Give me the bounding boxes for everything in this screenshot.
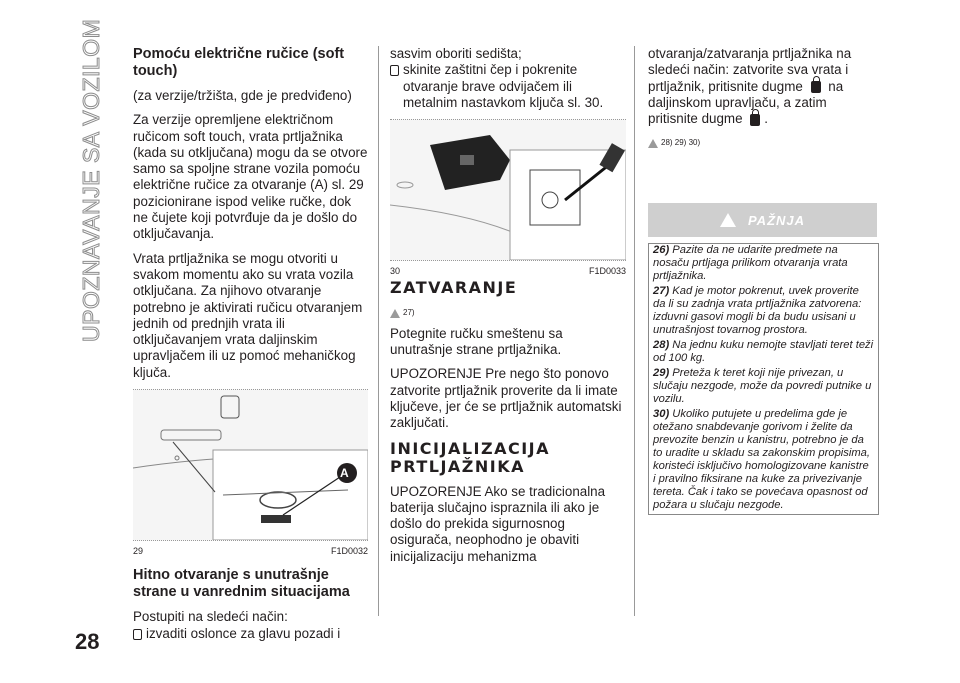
warning-ref-text: 28) 29) 30) (661, 138, 701, 148)
page-number: 28 (75, 629, 100, 654)
section-heading: Pomoću električne ručice (soft touch) (133, 46, 345, 79)
paragraph: UPOZORENJE Ako se tradicionalna baterija slučajno ispraznila ili ako je došlo do prekida sigurnosnog osigurača, neophodno je obaviti inicijalizaciju mehanizma (390, 483, 606, 564)
unlock-button-icon (750, 114, 760, 126)
section-subheading: (za verzije/tržišta, gde je predviđeno) (133, 88, 352, 103)
list-item-text: izvaditi oslonce za glavu pozadi i (146, 625, 341, 641)
warning-reference (390, 305, 626, 321)
lock-button-icon (811, 81, 821, 93)
section-heading: Hitno otvaranje s unutrašnje strane u vanrednim situacijama (133, 567, 350, 601)
figure-number: 29 (133, 546, 144, 557)
warning-number: 26) (653, 244, 673, 256)
warning-title: PAŽNJA (747, 212, 806, 228)
warning-icon (720, 213, 736, 227)
warning-item (649, 244, 878, 283)
figure-caption (133, 543, 368, 559)
warning-number: 29) (653, 367, 673, 379)
column-divider (378, 46, 379, 616)
warning-box (648, 243, 879, 515)
paragraph: otvaranja/zatvaranja prtljažnika na sledeći način: zatvorite sva vrata i prtljažnik, pritisnite dugme na daljinskom upravljaču, a zatim pritisnite dugme . (648, 46, 852, 127)
list-item (390, 62, 626, 111)
figure-29 (133, 389, 368, 541)
warning-text: Kad je motor pokrenut, uvek proverite da li su zadnja vrata prtljažnika zatvorena: izduvni gasovi mogli bi da budu usisani u unutrašnjost tovarnog prostora. (653, 285, 862, 336)
figure-code: F1D0032 (330, 546, 368, 557)
paragraph: sasvim oboriti sedišta; (390, 46, 522, 61)
column-divider (634, 46, 635, 616)
warning-item (649, 285, 878, 337)
warning-header (648, 203, 877, 237)
paragraph: UPOZORENJE Pre nego što ponovo zatvorite prtljažnik proverite da li imate ključeve, jer će se prtljažnik automatski zaključati. (390, 366, 622, 431)
warning-item (649, 339, 878, 365)
warning-number: 28) (653, 339, 673, 351)
list-item (133, 626, 368, 642)
paragraph: Vrata prtljažnika se mogu otvoriti u svakom momentu ako su vrata vozila otključana. Za njihovo otvaranje potrebno je aktivirati ručicu otvaranjem jednih od prednjih vrata ili otključavanjem vrata daljinskim upravljačem ili uz pomoć mehaničkog ključa. (133, 250, 363, 380)
warning-text: Pazite da ne udarite predmete na nosaču prtljaga prilikom otvaranja vrata prtljažnika. (653, 244, 848, 282)
figure-number: 30 (390, 266, 401, 277)
column-3 (648, 46, 878, 156)
bullet-icon (390, 65, 399, 76)
paragraph: Postupiti na sledeći način: (133, 609, 288, 625)
callout-label-a: A (340, 466, 349, 481)
warning-number: 27) (653, 285, 673, 297)
section-heading: ZATVARANJE (390, 278, 518, 298)
section-title: UPOZNAVANJE SA VOZILOM (78, 18, 104, 342)
figure-30 (390, 119, 626, 261)
warning-item (649, 367, 878, 406)
warning-number: 30) (653, 408, 673, 420)
paragraph: Potegnite ručku smeštenu sa unutrašnje strane prtljažnika. (390, 325, 563, 358)
column-1 (133, 46, 368, 642)
warning-icon (390, 309, 400, 318)
bullet-icon (133, 629, 142, 640)
figure-caption (390, 263, 626, 279)
section-heading: INICIJALIZACIJA PRTLJAŽNIKA (390, 438, 550, 476)
warning-text: Preteža k teret koji nije privezan, u slučaju nezgode, može da povredi putnike u vozilu. (653, 367, 872, 405)
warning-text: Ukoliko putujete u predelima gde je otežano snabdevanje gorivom i želite da prevozite benzin u kanistru, potrebno je da to uradite u skladu sa zakonskim propisima, koristeći isključivo homologizovane kanistre i pravilno fiksirane na kuke za privezivanje tereta. Čak i tako se povećava opasnost od požara u slučaju nezgode. (653, 408, 871, 511)
warning-text: Na jednu kuku nemojte stavljati teret teži od 100 kg. (653, 339, 874, 364)
lock-release-illustration (390, 120, 626, 260)
warning-icon (648, 139, 658, 148)
list-item-text: skinite zaštitni čep i pokrenite otvaranje brave odvijačem ili metalnim nastavkom ključa sl. 30. (403, 62, 604, 110)
tailgate-illustration (133, 390, 368, 540)
column-2 (390, 46, 626, 573)
warning-ref-text: 27) (403, 308, 415, 318)
section-sidebar (78, 18, 108, 342)
paragraph: Za verzije opremljene električnom ručicom soft touch, vrata prtljažnika (kada su otključana) mogu da se otvore samo sa spoljne strane vozila pomoću električne ručice za otvaranje (A) sl. 29 pozicionirane ispod velike ručke, dok ne čujete koji potvrđuje da je došlo do otključavanja. (133, 112, 368, 242)
warning-item (649, 408, 878, 512)
figure-code: F1D0033 (588, 266, 626, 277)
warning-reference (648, 135, 878, 151)
